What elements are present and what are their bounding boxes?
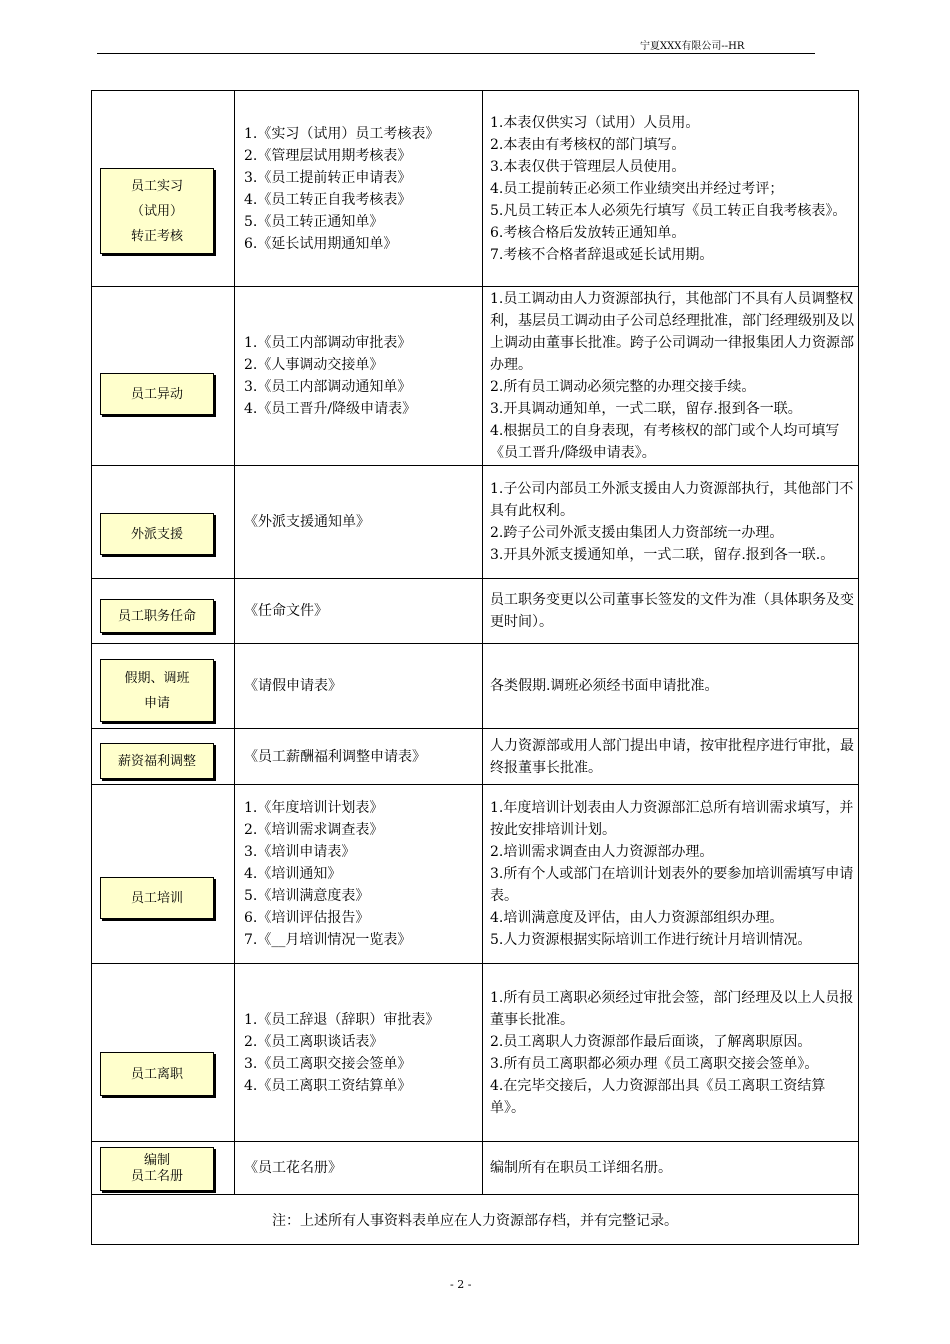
note-item: 2.所有员工调动必须完整的办理交接手续。 xyxy=(490,379,756,395)
note-item: 3.本表仅供于管理层人员使用。 xyxy=(490,158,686,175)
footer-note: 注：上述所有人事资料表单应在人力资源部存档，并有完整记录。 xyxy=(92,1195,859,1245)
form-item: 4.《员工转正自我考核表》 xyxy=(244,191,412,208)
category-cell xyxy=(92,466,235,579)
note-item: 1.所有员工离职必须经过审批会签，部门经理及以上人员报董事长批准。 xyxy=(490,989,854,1028)
forms-cell xyxy=(235,466,483,579)
form-item: 6.《培训评估报告》 xyxy=(244,910,370,926)
category-cell xyxy=(92,1142,235,1195)
category-box xyxy=(100,599,214,633)
table-row xyxy=(92,1195,859,1245)
forms-cell xyxy=(235,964,483,1142)
note-item: 3.所有个人或部门在培训计划表外的要参加培训需填写申请表。 xyxy=(490,866,854,904)
category-cell xyxy=(92,964,235,1142)
form-item: 5.《员工转正通知单》 xyxy=(244,213,384,230)
table-row xyxy=(92,785,859,964)
category-box xyxy=(100,373,214,415)
notes-cell xyxy=(483,466,859,579)
notes-cell xyxy=(483,1142,859,1195)
table-row xyxy=(92,1142,859,1195)
form-item: 1.《员工辞退（辞职）审批表》 xyxy=(244,1011,440,1028)
category-label: 转正考核 xyxy=(130,228,183,244)
note-item: 3.所有员工离职都必须办理《员工离职交接会签单》。 xyxy=(490,1055,819,1072)
category-cell xyxy=(92,729,235,785)
header-rule xyxy=(97,53,815,54)
category-box xyxy=(100,743,214,779)
table-row xyxy=(92,91,859,287)
category-label: 员工职务任命 xyxy=(117,608,196,624)
note-item: 编制所有在职员工详细名册。 xyxy=(490,1160,672,1176)
category-box xyxy=(100,1052,214,1096)
note-item: 7.考核不合格者辞退或延长试用期。 xyxy=(490,246,714,263)
note-item: 2.跨子公司外派支援由集团人力资部统一办理。 xyxy=(490,525,784,541)
category-box xyxy=(100,877,214,919)
hr-forms-table xyxy=(91,90,859,1245)
form-item: 《员工花名册》 xyxy=(244,1160,342,1176)
form-item: 3.《员工内部调动通知单》 xyxy=(244,379,412,395)
notes-cell xyxy=(483,644,859,729)
forms-cell xyxy=(235,785,483,964)
category-label: 假期、调班 xyxy=(124,670,190,686)
forms-cell xyxy=(235,644,483,729)
note-item: 各类假期.调班必须经书面申请批准。 xyxy=(490,678,719,694)
note-item: 4.根据员工的自身表现，有考核权的部门或个人均可填写《员工晋升/降级申请表》。 xyxy=(490,423,840,461)
notes-cell xyxy=(483,579,859,644)
forms-cell xyxy=(235,287,483,466)
form-item: 6.《延长试用期通知单》 xyxy=(244,235,398,252)
forms-cell xyxy=(235,729,483,785)
form-item: 1.《实习（试用）员工考核表》 xyxy=(244,125,440,142)
category-cell xyxy=(92,579,235,644)
category-label: 员工实习 xyxy=(130,178,183,194)
note-item: 人力资源部或用人部门提出申请，按审批程序进行审批，最终报董事长批准。 xyxy=(490,737,854,776)
table-row xyxy=(92,287,859,466)
form-item: 1.《员工内部调动审批表》 xyxy=(244,335,412,351)
category-cell xyxy=(92,644,235,729)
header-company: 宁夏XXX有限公司--HR xyxy=(640,41,745,52)
form-item: 3.《培训申请表》 xyxy=(244,844,356,860)
form-item: 《外派支援通知单》 xyxy=(244,514,370,530)
form-item: 4.《员工晋升/降级申请表》 xyxy=(244,401,417,417)
table-row xyxy=(92,964,859,1142)
category-label: 薪资福利调整 xyxy=(117,753,196,769)
category-label: 编制 xyxy=(143,1153,170,1168)
category-label: 申请 xyxy=(143,695,170,711)
note-item: 4.培训满意度及评估，由人力资源部组织办理。 xyxy=(490,910,784,926)
note-item: 5.凡员工转正本人必须先行填写《员工转正自我考核表》。 xyxy=(490,202,847,219)
note-item: 2.本表由有考核权的部门填写。 xyxy=(490,136,686,153)
table-row xyxy=(92,579,859,644)
notes-cell xyxy=(483,785,859,964)
category-label: 员工培训 xyxy=(130,890,183,906)
note-item: 员工职务变更以公司董事长签发的文件为准（具体职务及变更时间）。 xyxy=(490,592,854,630)
form-item: 《任命文件》 xyxy=(244,603,328,619)
note-item: 4.在完毕交接后，人力资源部出具《员工离职工资结算单》。 xyxy=(490,1077,826,1116)
form-item: 3.《员工提前转正申请表》 xyxy=(244,169,412,186)
forms-cell xyxy=(235,579,483,644)
category-label: 员工离职 xyxy=(130,1066,183,1082)
form-item: 2.《管理层试用期考核表》 xyxy=(244,147,412,164)
note-item: 1.员工调动由人力资源部执行，其他部门不具有人员调整权利，基层员工调动由子公司总经理批准，部门经理级别及以上调动由董事长批准。跨子公司调动一律报集团人力资源部办理。 xyxy=(490,291,854,373)
form-item: 2.《人事调动交接单》 xyxy=(244,357,384,373)
form-item: 3.《员工离职交接会签单》 xyxy=(244,1055,412,1072)
category-cell xyxy=(92,785,235,964)
table-row xyxy=(92,644,859,729)
category-box xyxy=(100,1147,214,1191)
note-item: 2.员工离职人力资源部作最后面谈，了解离职原因。 xyxy=(490,1033,812,1050)
category-box xyxy=(100,513,214,555)
notes-cell xyxy=(483,91,859,287)
table-row xyxy=(92,466,859,579)
note-item: 1.本表仅供实习（试用）人员用。 xyxy=(490,114,700,131)
form-item: 2.《培训需求调查表》 xyxy=(244,822,384,838)
note-item: 1.子公司内部员工外派支援由人力资源部执行，其他部门不具有此权利。 xyxy=(490,481,854,519)
form-item: 《员工薪酬福利调整申请表》 xyxy=(244,748,426,765)
table-row xyxy=(92,729,859,785)
category-box xyxy=(100,659,214,722)
category-label: 员工异动 xyxy=(130,386,183,402)
category-cell xyxy=(92,91,235,287)
category-label: 员工名册 xyxy=(130,1169,183,1184)
form-item: 7.《__月培训情况一览表》 xyxy=(244,932,412,948)
note-item: 3.开具外派支援通知单，一式二联，留存.报到各一联.。 xyxy=(490,547,835,563)
notes-cell xyxy=(483,964,859,1142)
form-item: 1.《年度培训计划表》 xyxy=(244,800,384,816)
note-item: 1.年度培训计划表由人力资源部汇总所有培训需求填写，并按此安排培训计划。 xyxy=(490,800,854,838)
form-item: 4.《培训通知》 xyxy=(244,866,342,882)
notes-cell xyxy=(483,729,859,785)
forms-cell xyxy=(235,1142,483,1195)
category-cell xyxy=(92,287,235,466)
notes-cell xyxy=(483,287,859,466)
category-box xyxy=(100,168,214,254)
category-label: 外派支援 xyxy=(130,526,183,542)
form-item: 2.《员工离职谈话表》 xyxy=(244,1033,384,1050)
note-item: 2.培训需求调查由人力资源部办理。 xyxy=(490,844,714,860)
note-item: 3.开具调动通知单，一式二联，留存.报到各一联。 xyxy=(490,401,802,417)
form-item: 《请假申请表》 xyxy=(244,678,342,694)
category-label: （试用） xyxy=(130,203,183,219)
form-item: 5.《培训满意度表》 xyxy=(244,888,370,904)
note-item: 5.人力资源根据实际培训工作进行统计月培训情况。 xyxy=(490,932,812,948)
note-item: 6.考核合格后发放转正通知单。 xyxy=(490,224,686,241)
form-item: 4.《员工离职工资结算单》 xyxy=(244,1077,412,1094)
note-item: 4.员工提前转正必须工作业绩突出并经过考评； xyxy=(490,180,784,197)
forms-cell xyxy=(235,91,483,287)
page-number: - 2 - xyxy=(450,1278,472,1291)
